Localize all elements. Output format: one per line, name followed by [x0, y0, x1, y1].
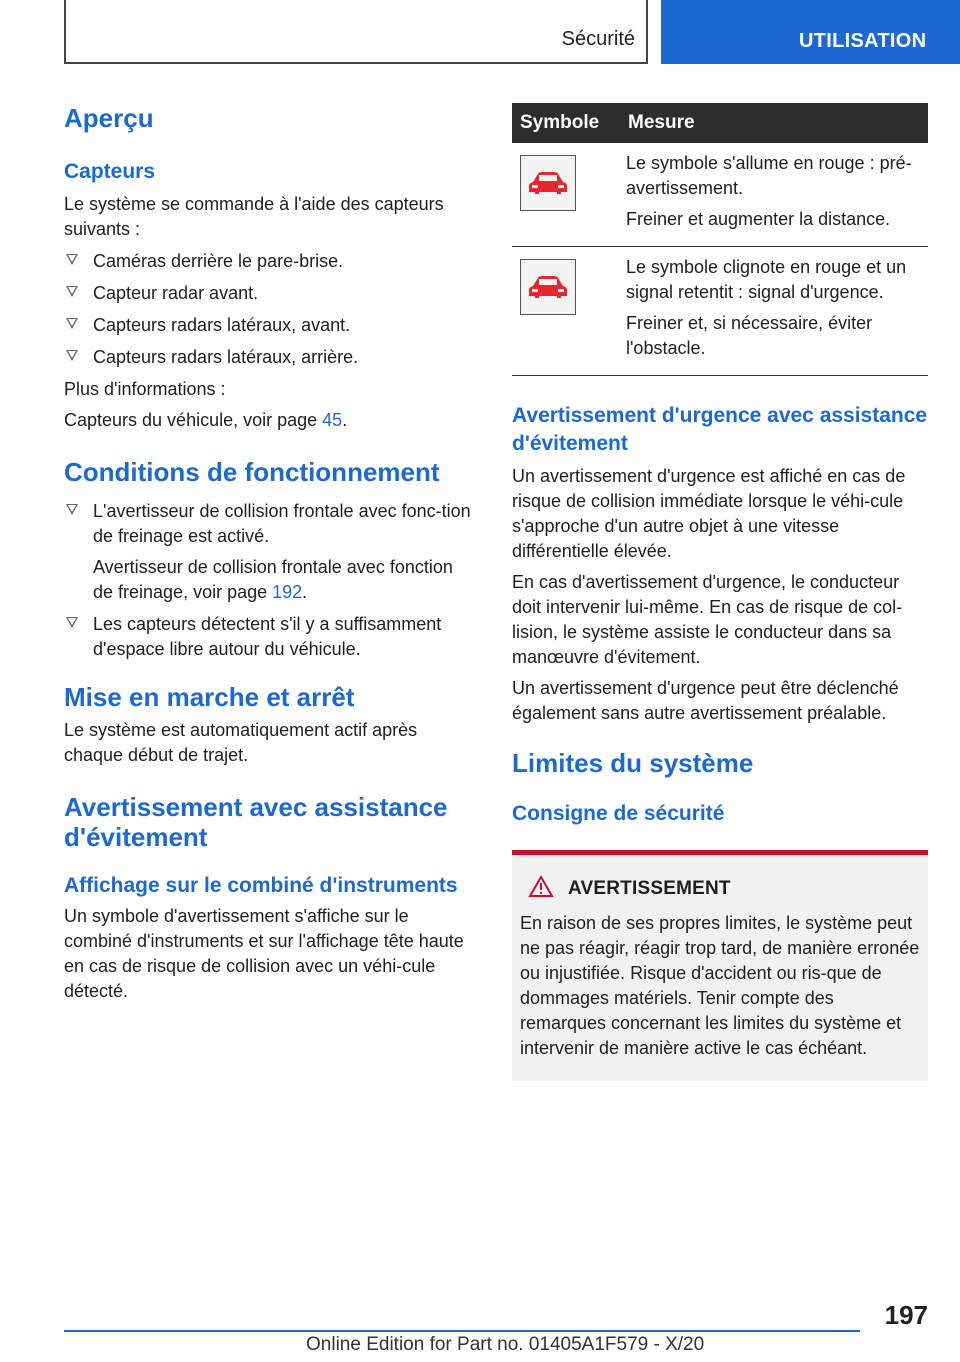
section-label: Sécurité	[561, 28, 635, 50]
table-row	[512, 143, 928, 247]
sensors-reference: Capteurs du véhicule, voir page 45.	[64, 410, 348, 430]
triangle-bullet-icon	[66, 286, 78, 297]
warning-triangle-icon	[528, 875, 554, 903]
list-item: Capteur radar avant.	[64, 281, 476, 306]
more-info-label: Plus d'informations :	[64, 379, 226, 399]
emergency-paragraph: Un avertissement d'urgence est affiché en cas de risque de collision immédiate lorsque le véhi-cule s'approche d'un autre objet à une vitesse différentielle élevée.	[512, 466, 906, 561]
triangle-bullet-icon	[66, 318, 78, 329]
onoff-text: Le système est automatiquement actif après chaque début de trajet.	[64, 720, 418, 765]
measure-line: Freiner et, si nécessaire, éviter l'obstacle.	[626, 313, 873, 358]
triangle-bullet-icon	[66, 504, 78, 515]
list-item: Capteurs radars latéraux, avant.	[64, 313, 476, 338]
emergency-paragraph: En cas d'avertissement d'urgence, le conducteur doit intervenir lui-même. En cas de risque de col-lision, le système assiste le conducteur dans sa manœuvre d'évitement.	[512, 572, 903, 667]
symbol-table	[512, 103, 928, 376]
onoff-heading: Mise en marche et arrêt	[64, 682, 355, 712]
warning-assist-heading: Avertissement avec assistance d'évitement	[64, 792, 448, 852]
conditions-heading: Conditions de fonctionnement	[64, 457, 440, 487]
warning-box	[512, 850, 928, 1081]
edition-note: Online Edition for Part no. 01405A1F579 - X/20	[306, 1334, 705, 1355]
page-link[interactable]: 192	[272, 582, 303, 602]
conditions-sub-reference: Avertisseur de collision frontale avec fonction de freinage, voir page 192.	[93, 557, 453, 602]
emergency-paragraph: Un avertissement d'urgence peut être déclenché également sans autre avertissement préalable.	[512, 678, 899, 723]
sensors-heading: Capteurs	[64, 160, 156, 183]
list-item: Capteurs radars latéraux, arrière.	[64, 345, 476, 370]
sensors-intro: Le système se commande à l'aide des capteurs suivants :	[64, 194, 444, 239]
measure-line: Le symbole s'allume en rouge : pré-avertissement.	[626, 153, 912, 198]
list-item: Les capteurs détectent s'il y a suffisamment d'espace libre autour du véhicule.	[64, 612, 476, 662]
sensors-list	[64, 249, 476, 370]
triangle-bullet-icon	[66, 254, 78, 265]
table-header-measure: Mesure	[620, 103, 928, 143]
page-number: 197	[884, 1300, 928, 1330]
instrument-display-text: Un symbole d'avertissement s'affiche sur le combiné d'instruments et sur l'affichage tête haute en cas de risque de collision avec un véhi-cule détecté.	[64, 906, 464, 1001]
emergency-heading: Avertissement d'urgence avec assistance d'évitement	[512, 404, 928, 455]
table-header-symbol: Symbole	[512, 103, 620, 143]
page-link[interactable]: 45	[322, 410, 343, 430]
triangle-bullet-icon	[66, 350, 78, 361]
red-car-warning-icon	[520, 259, 576, 315]
list-item: L'avertisseur de collision frontale avec fonc-tion de freinage est activé. Avertisseur de collision frontale avec fonction de freinage, voir page 192.	[64, 499, 476, 605]
measure-line: Freiner et augmenter la distance.	[626, 209, 891, 229]
warning-text: En raison de ses propres limites, le système peut ne pas réagir, réagir trop tard, de manière erronée ou injustifiée. Risque d'accident ou ris-que de dommages matériels. Tenir compte des remarques concernant les limites du système et intervenir de manière active le cas échéant.	[520, 913, 920, 1058]
instrument-display-heading: Affichage sur le combiné d'instruments	[64, 874, 458, 897]
red-car-warning-icon	[520, 155, 576, 211]
list-item: Caméras derrière le pare-brise.	[64, 249, 476, 274]
warning-title: AVERTISSEMENT	[568, 878, 731, 899]
table-row	[512, 247, 928, 376]
conditions-list	[64, 499, 476, 662]
triangle-bullet-icon	[66, 617, 78, 628]
header-frame	[64, 0, 648, 64]
limits-heading: Limites du système	[512, 748, 754, 778]
footer-divider	[64, 1330, 860, 1332]
right-column	[512, 103, 928, 1081]
chapter-label: UTILISATION	[799, 30, 927, 52]
left-column	[64, 100, 476, 1004]
page-title: Aperçu	[64, 103, 154, 133]
measure-line: Le symbole clignote en rouge et un signal retentit : signal d'urgence.	[626, 257, 907, 302]
safety-heading: Consigne de sécurité	[512, 802, 725, 825]
